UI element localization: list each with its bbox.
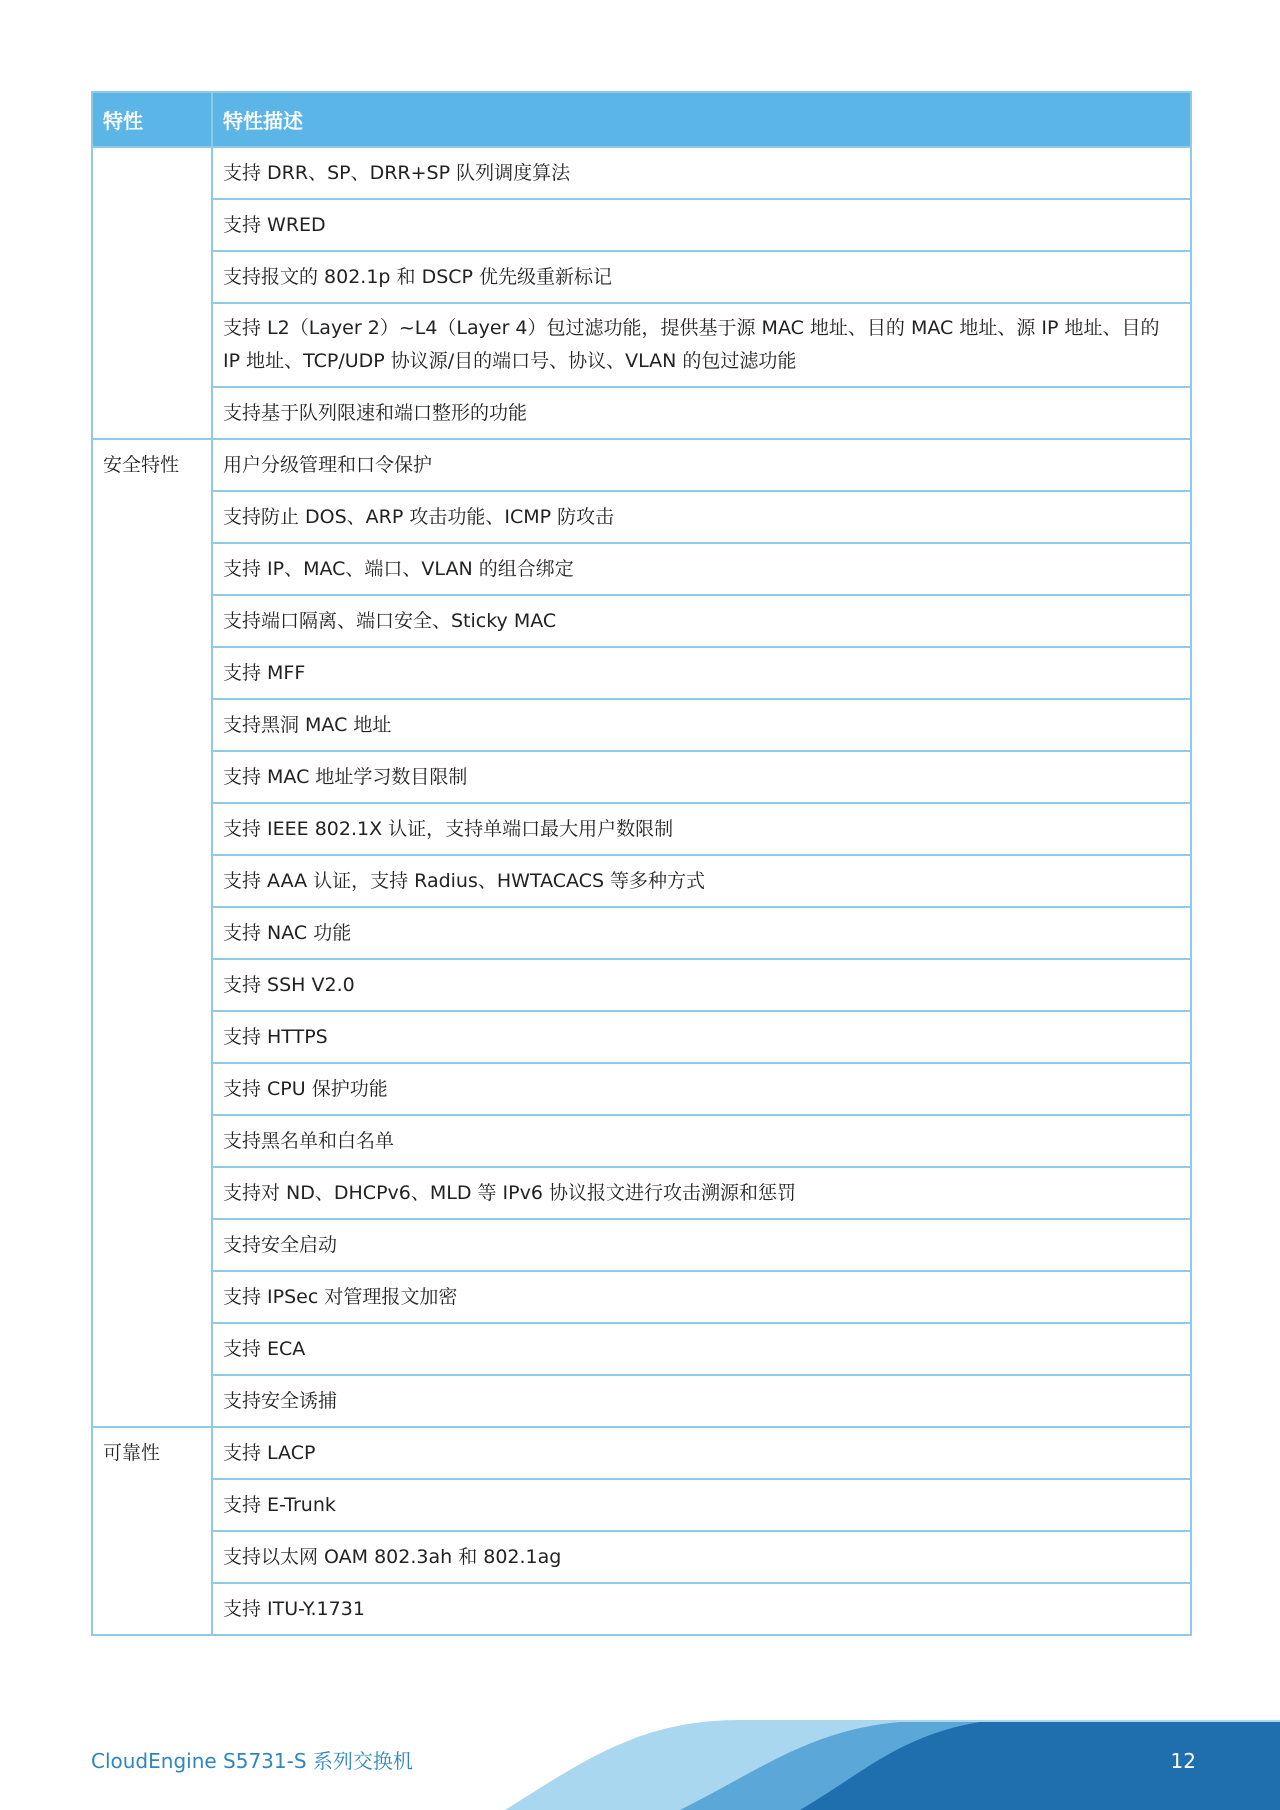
table-body [92, 147, 1191, 1635]
table-row [92, 803, 1191, 855]
table-row [92, 1583, 1191, 1635]
table-row [92, 1011, 1191, 1063]
description-cell: 支持 AAA 认证，支持 Radius、HWTACACS 等多种方式 [212, 855, 1191, 907]
description-cell: 支持 MFF [212, 647, 1191, 699]
table-row [92, 199, 1191, 251]
description-cell: 支持报文的 802.1p 和 DSCP 优先级重新标记 [212, 251, 1191, 303]
table-row [92, 1063, 1191, 1115]
description-cell: 支持 NAC 功能 [212, 907, 1191, 959]
description-cell: 支持对 ND、DHCPv6、MLD 等 IPv6 协议报文进行攻击溯源和惩罚 [212, 1167, 1191, 1219]
table-row [92, 439, 1191, 491]
table-row [92, 387, 1191, 439]
table-row [92, 647, 1191, 699]
table-row [92, 595, 1191, 647]
description-cell: 支持黑名单和白名单 [212, 1115, 1191, 1167]
table-row [92, 1375, 1191, 1427]
description-cell: 支持黑洞 MAC 地址 [212, 699, 1191, 751]
header-description: 特性描述 [212, 92, 1191, 147]
feature-table [91, 91, 1192, 1636]
description-cell: 支持 WRED [212, 199, 1191, 251]
description-cell: 支持安全启动 [212, 1219, 1191, 1271]
table-row [92, 1219, 1191, 1271]
footer-product-title: CloudEngine S5731-S 系列交换机 [91, 1749, 413, 1773]
table-row [92, 1479, 1191, 1531]
description-cell: 支持防止 DOS、ARP 攻击功能、ICMP 防攻击 [212, 491, 1191, 543]
description-cell: 支持 ECA [212, 1323, 1191, 1375]
description-cell: 用户分级管理和口令保护 [212, 439, 1191, 491]
table-row [92, 147, 1191, 199]
description-cell: 支持 L2（Layer 2）~L4（Layer 4）包过滤功能，提供基于源 MAC 地址、目的 MAC 地址、源 IP 地址、目的 IP 地址、TCP/UDP 协议源/目的端口号、协议、VLAN 的包过滤功能 [212, 303, 1191, 387]
description-cell: 支持安全诱捕 [212, 1375, 1191, 1427]
description-cell: 支持 IPSec 对管理报文加密 [212, 1271, 1191, 1323]
table-row [92, 1323, 1191, 1375]
table-row [92, 1427, 1191, 1479]
header-row [92, 92, 1191, 147]
category-cell-reliability: 可靠性 [92, 1427, 212, 1635]
description-cell: 支持 IP、MAC、端口、VLAN 的组合绑定 [212, 543, 1191, 595]
table-row [92, 303, 1191, 387]
category-cell-security: 安全特性 [92, 439, 212, 1427]
table-row [92, 543, 1191, 595]
table-row [92, 907, 1191, 959]
table-row [92, 1167, 1191, 1219]
category-cell [92, 147, 212, 439]
description-cell: 支持 E-Trunk [212, 1479, 1191, 1531]
description-cell: 支持 CPU 保护功能 [212, 1063, 1191, 1115]
description-cell: 支持基于队列限速和端口整形的功能 [212, 387, 1191, 439]
description-cell: 支持 IEEE 802.1X 认证，支持单端口最大用户数限制 [212, 803, 1191, 855]
table-row [92, 1115, 1191, 1167]
description-cell: 支持以太网 OAM 802.3ah 和 802.1ag [212, 1531, 1191, 1583]
page-number: 12 [1170, 1749, 1196, 1773]
description-cell: 支持端口隔离、端口安全、Sticky MAC [212, 595, 1191, 647]
description-cell: 支持 HTTPS [212, 1011, 1191, 1063]
header-feature: 特性 [92, 92, 212, 147]
description-cell: 支持 DRR、SP、DRR+SP 队列调度算法 [212, 147, 1191, 199]
table-header [92, 92, 1191, 147]
description-cell: 支持 LACP [212, 1427, 1191, 1479]
table-row [92, 959, 1191, 1011]
description-cell: 支持 SSH V2.0 [212, 959, 1191, 1011]
table-row [92, 699, 1191, 751]
table-row [92, 1531, 1191, 1583]
table-row [92, 251, 1191, 303]
description-cell: 支持 ITU-Y.1731 [212, 1583, 1191, 1635]
table-row [92, 751, 1191, 803]
description-cell: 支持 MAC 地址学习数目限制 [212, 751, 1191, 803]
table-row [92, 855, 1191, 907]
table-row [92, 491, 1191, 543]
table-row [92, 1271, 1191, 1323]
